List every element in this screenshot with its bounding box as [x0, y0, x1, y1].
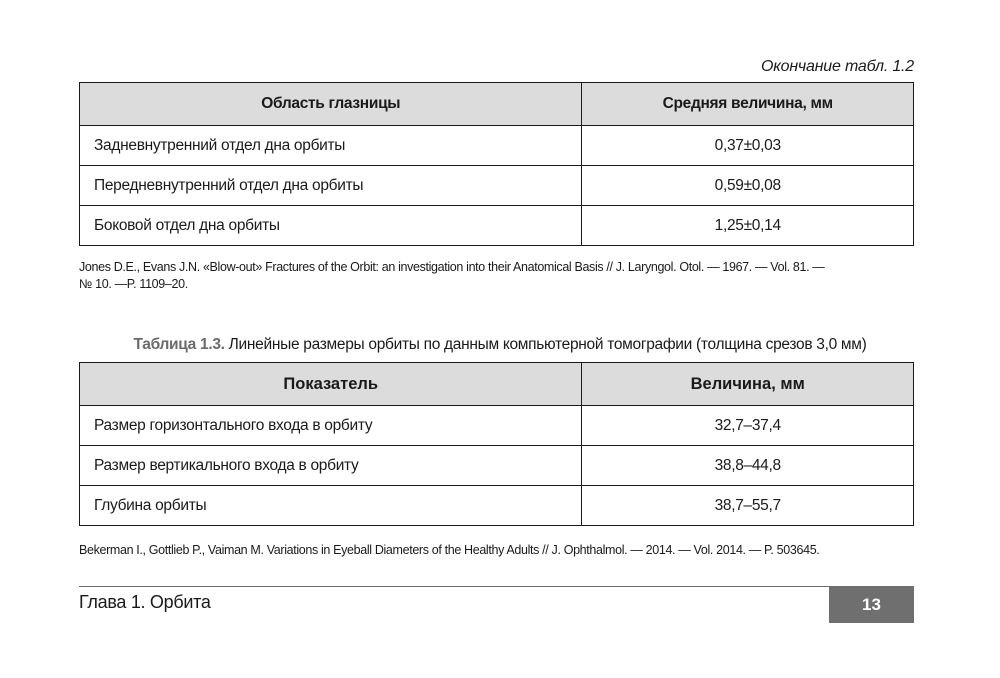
table-header-row [80, 363, 914, 406]
orbit-dimensions-table [79, 362, 914, 526]
value-cell: 0,37±0,03 [582, 126, 914, 166]
reference-line: № 10. —P. 1109–20. [79, 277, 188, 291]
table-row [80, 486, 914, 526]
table2-reference: Bekerman I., Gottlieb P., Vaiman M. Variations in Eyeball Diameters of the Healthy Adults // J. Ophthalmol. — 2014. — Vol. 2014. — P. 503645. [79, 543, 820, 557]
chapter-title: Глава 1. Орбита [79, 592, 211, 612]
page-number: 13 [829, 586, 914, 623]
table-row [80, 126, 914, 166]
caption-number: Таблица 1.3. [133, 336, 225, 353]
footer-divider [79, 586, 914, 587]
table-header-row [80, 83, 914, 126]
table-row [80, 406, 914, 446]
value-cell: 0,59±0,08 [582, 166, 914, 206]
region-cell: Передневнутренний отдел дна орбиты [80, 166, 582, 206]
value-cell: 32,7–37,4 [582, 406, 914, 446]
region-cell: Задневнутренний отдел дна орбиты [80, 126, 582, 166]
indicator-cell: Размер вертикального входа в орбиту [80, 446, 582, 486]
orbit-floor-table [79, 82, 914, 246]
caption-text: Линейные размеры орбиты по данным компьютерной томографии (толщина срезов 3,0 мм) [224, 336, 867, 353]
table-row [80, 446, 914, 486]
value-cell: 38,7–55,7 [582, 486, 914, 526]
table2-caption [0, 336, 1000, 354]
table1-reference [79, 259, 879, 293]
column-header-mean-value: Средняя величина, мм [582, 83, 914, 126]
value-cell: 1,25±0,14 [582, 206, 914, 246]
indicator-cell: Глубина орбиты [80, 486, 582, 526]
table-row [80, 166, 914, 206]
table-continuation-label: Окончание табл. 1.2 [761, 58, 914, 75]
indicator-cell: Размер горизонтального входа в орбиту [80, 406, 582, 446]
column-header-value: Величина, мм [582, 363, 914, 406]
table-row [80, 206, 914, 246]
region-cell: Боковой отдел дна орбиты [80, 206, 582, 246]
value-cell: 38,8–44,8 [582, 446, 914, 486]
reference-line: Jones D.E., Evans J.N. «Blow-out» Fractures of the Orbit: an investigation into their Anatomical Basis // J. Laryngol. Otol. — 1967. — Vol. 81. — [79, 260, 825, 274]
column-header-region: Область глазницы [80, 83, 582, 126]
column-header-indicator: Показатель [80, 363, 582, 406]
